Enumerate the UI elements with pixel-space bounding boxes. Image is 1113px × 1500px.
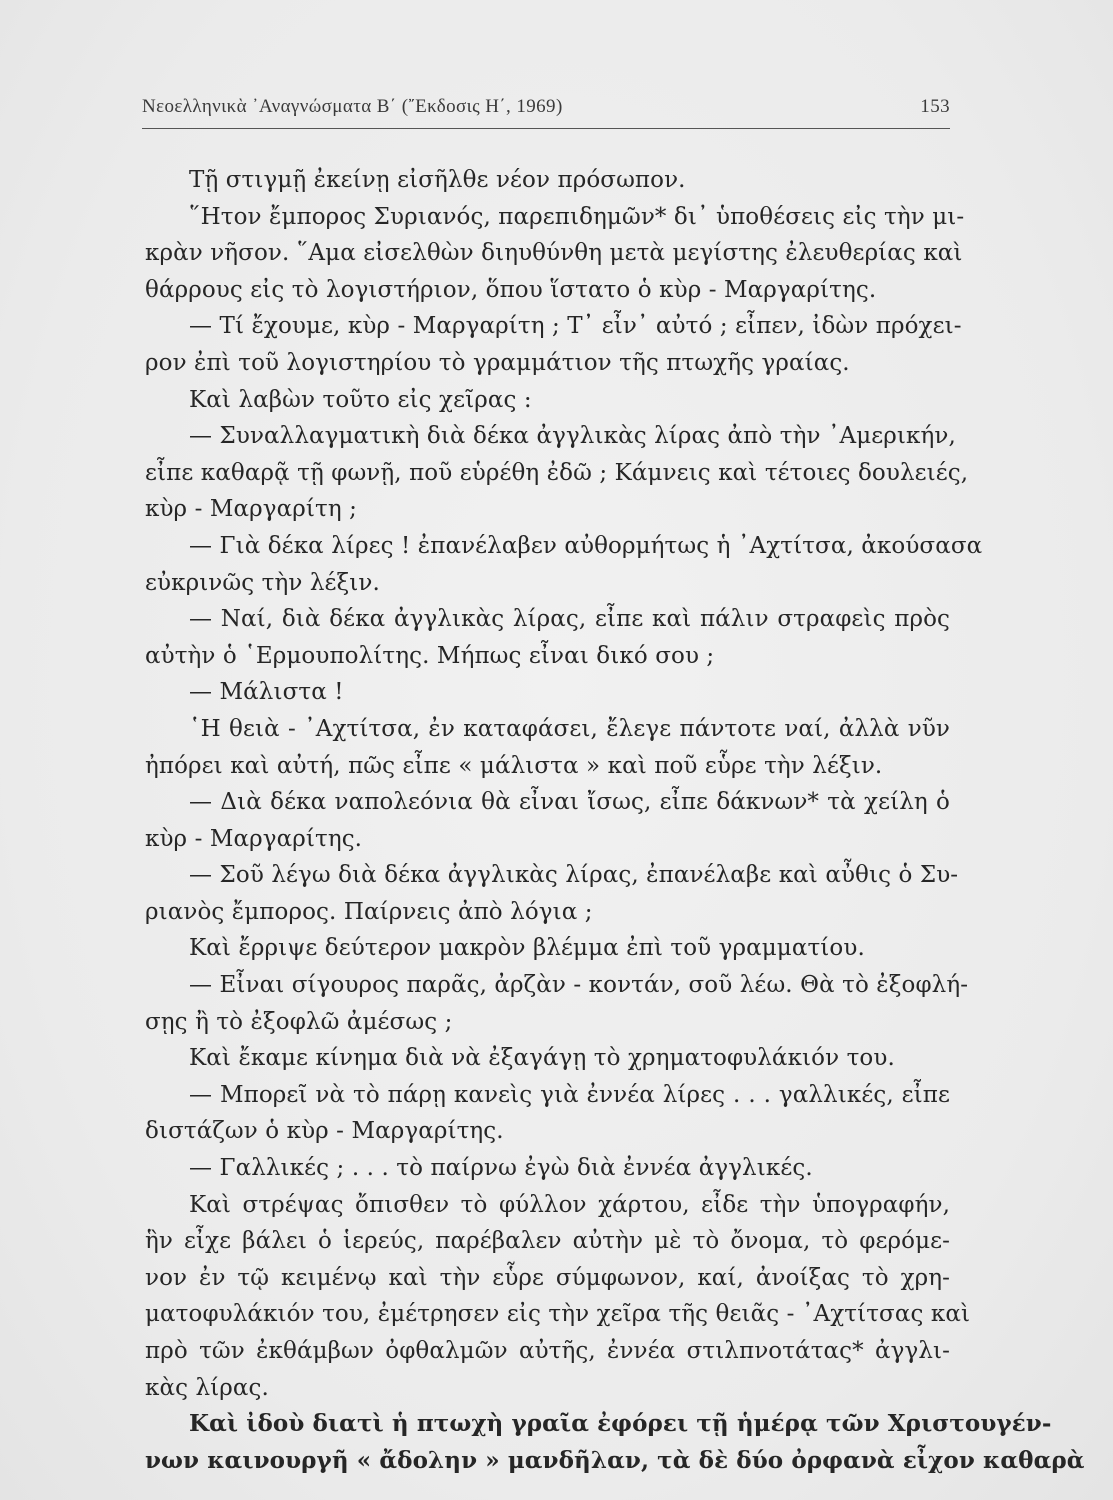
book-title: Νεοελληνικὰ ᾿Αναγνώσματα Β΄ (῎Εκδοσις Η΄, 1969) <box>142 96 563 117</box>
text-line: Καὶ ἔρριψε δεύτερον μακρὸν βλέμμα ἐπὶ τοῦ γραμματίου. <box>189 935 865 962</box>
text-line: — Γιὰ δέκα λίρες ! ἐπανέλαβεν αὐθορμήτως ἡ ᾿Αχτίτσα, ἀκούσασα <box>189 532 983 559</box>
text-line: ῾Η θειὰ - ᾿Αχτίτσα, ἐν καταφάσει, ἔλεγε πάντοτε ναί, ἀλλὰ νῦν <box>189 715 950 742</box>
text-line: εὐκρινῶς τὴν λέξιν. <box>145 569 380 596</box>
text-line: — Γαλλικές ; . . . τὸ παίρνω ἐγὼ διὰ ἐννέα ἀγγλικές. <box>189 1155 813 1182</box>
running-head <box>142 90 950 124</box>
text-line: Καὶ ἰδοὺ διατὶ ἡ πτωχὴ γραῖα ἐφόρει τῇ ἡμέρᾳ τῶν Χριστουγέν- <box>189 1410 1052 1438</box>
text-line: — Τί ἔχουμε, κὺρ - Μαργαρίτη ; Τ᾿ εἶν᾿ αὐτό ; εἶπεν, ἰδὼν πρόχει- <box>189 313 962 340</box>
text-line: — Ναί, διὰ δέκα ἀγγλικὰς λίρας, εἶπε καὶ πάλιν στραφεὶς πρὸς <box>189 606 950 633</box>
text-line: — Σοῦ λέγω διὰ δέκα ἀγγλικὰς λίρας, ἐπανέλαβε καὶ αὖθις ὁ Συ- <box>189 862 959 889</box>
text-line: Καὶ ἔκαμε κίνημα διὰ νὰ ἐξαγάγῃ τὸ χρηματοφυλάκιόν του. <box>189 1045 895 1072</box>
text-line: — Μάλιστα ! <box>189 679 344 706</box>
text-line: Τῇ στιγμῇ ἐκείνῃ εἰσῆλθε νέον πρόσωπον. <box>189 167 686 193</box>
text-line: θάρρους εἰς τὸ λογιστήριον, ὅπου ἵστατο ὁ κὺρ - Μαργαρίτης. <box>145 276 877 303</box>
text-line: ἠπόρει καὶ αὐτή, πῶς εἶπε « μάλιστα » καὶ ποῦ εὗρε τὴν λέξιν. <box>145 752 883 779</box>
text-line: νον ἐν τῷ κειμένῳ καὶ τὴν εὗρε σύμφωνον, καί, ἀνοίξας τὸ χρη- <box>145 1264 950 1291</box>
text-line: — Εἶναι σίγουρος παρᾶς, ἀρζὰν - κοντάν, σοῦ λέω. Θὰ τὸ ἐξοφλή- <box>189 972 969 999</box>
text-line: ρον ἐπὶ τοῦ λογιστηρίου τὸ γραμμάτιον τῆς πτωχῆς γραίας. <box>145 349 850 376</box>
text-line: Καὶ στρέψας ὄπισθεν τὸ φύλλον χάρτου, εἶδε τὴν ὑπογραφήν, <box>189 1191 950 1218</box>
text-line: ριανὸς ἔμπορος. Παίρνεις ἀπὸ λόγια ; <box>145 898 593 925</box>
text-line: ματοφυλάκιόν του, ἐμέτρησεν εἰς τὴν χεῖρα τῆς θειᾶς - ᾿Αχτίτσας καὶ <box>145 1301 971 1328</box>
text-line: — Συναλλαγματικὴ διὰ δέκα ἀγγλικὰς λίρας ἀπὸ τὴν ᾿Αμερικήν, <box>189 423 956 450</box>
text-line: κὺρ - Μαργαρίτης. <box>145 825 363 852</box>
text-line: Καὶ λαβὼν τοῦτο εἰς χεῖρας : <box>189 386 532 413</box>
body-text <box>145 162 1085 1479</box>
text-line: ἣν εἶχε βάλει ὁ ἱερεύς, παρέβαλεν αὐτὴν μὲ τὸ ὄνομα, τὸ φερόμε- <box>145 1228 950 1255</box>
text-line: διστάζων ὁ κὺρ - Μαργαρίτης. <box>145 1118 504 1145</box>
text-line: κρὰν νῆσον. ῞Αμα εἰσελθὼν διηυθύνθη μετὰ μεγίστης ἐλευθερίας καὶ <box>145 240 963 267</box>
text-line: — Διὰ δέκα ναπολεόνια θὰ εἶναι ἴσως, εἶπε δάκνων* τὰ χείλη ὁ <box>189 789 950 816</box>
text-line: κὰς λίρας. <box>145 1374 269 1401</box>
text-line: νων καινουργῆ « ἄδολην » μανδῆλαν, τὰ δὲ δύο ὀρφανὰ εἶχον καθαρὰ <box>145 1446 1085 1474</box>
text-line: σῃς ἢ τὸ ἐξοφλῶ ἀμέσως ; <box>145 1008 453 1035</box>
text-line: αὐτὴν ὁ ῾Ερμουπολίτης. Μήπως εἶναι δικό σου ; <box>145 642 715 669</box>
text-line: ῞Ητον ἔμπορος Συριανός, παρεπιδημῶν* δι᾿ ὑποθέσεις εἰς τὴν μι- <box>189 203 965 230</box>
text-line: εἶπε καθαρᾷ τῇ φωνῇ, ποῦ εὑρέθη ἐδῶ ; Κάμνεις καὶ τέτοιες δουλειές, <box>145 459 969 486</box>
text-line: κὺρ - Μαργαρίτη ; <box>145 496 357 523</box>
text-line: — Μπορεῖ νὰ τὸ πάρῃ κανεὶς γιὰ ἐννέα λίρες . . . γαλλικές, εἶπε <box>189 1081 950 1108</box>
header-rule <box>142 128 950 129</box>
page-number: 153 <box>920 96 950 117</box>
text-line: πρὸ τῶν ἐκθάμβων ὀφθαλμῶν αὐτῆς, ἐννέα στιλπνοτάτας* ἀγγλι- <box>145 1338 950 1364</box>
